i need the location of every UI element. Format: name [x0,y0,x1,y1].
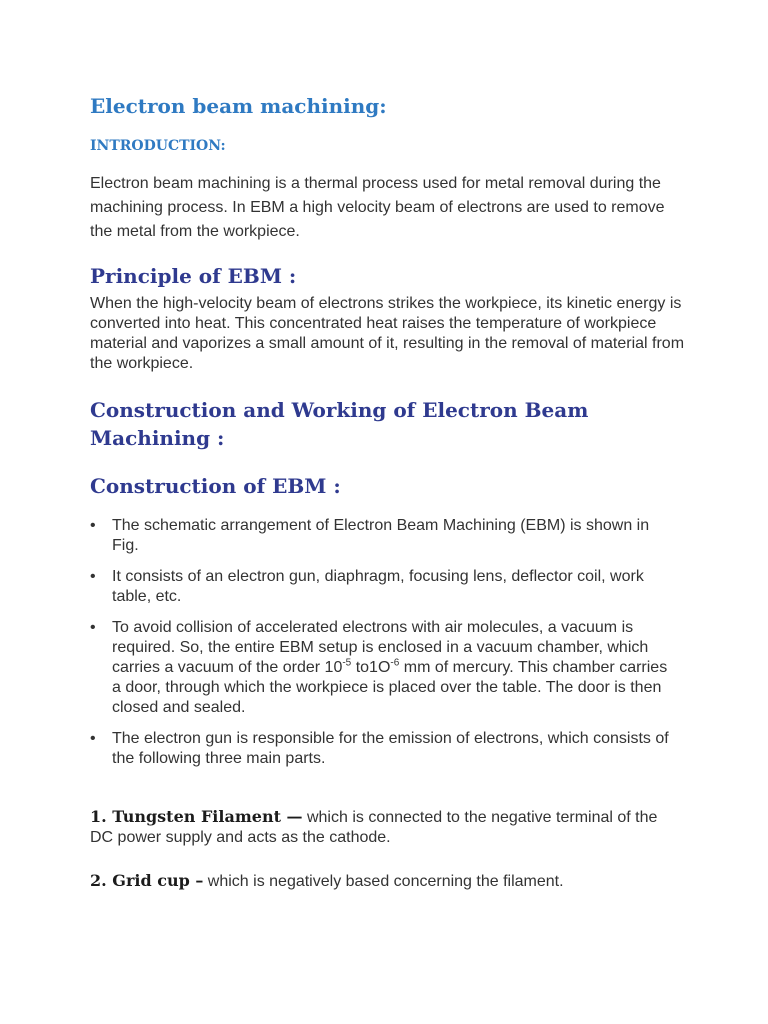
numbered-item-grid-cup [90,871,680,892]
principle-heading: Principle of EBM : [90,264,297,288]
document-title: Electron beam machining: [90,94,387,118]
construction-working-heading: Construction and Working of Electron Beam Machining : [90,398,589,450]
numbered-item-text: which is connected to the negative terminal of the DC power supply and acts as the cathode. [90,809,658,846]
bullet-icon: • [90,730,96,747]
introduction-label: INTRODUCTION: [90,138,226,154]
bullet-icon: • [90,619,96,636]
construction-bullet-list [90,516,680,780]
list-item [90,618,680,718]
list-item [90,729,680,769]
bullet-text: The electron gun is responsible for the emission of electrons, which consists of the following three main parts. [112,730,669,767]
bullet-text-part: To avoid collision of accelerated electrons with air molecules, a vacuum is required. So, the entire EBM setup is enclosed in a vacuum chamber, which carries a vacuum of the order 10 [112,619,649,676]
bullet-text [112,619,667,716]
construction-heading: Construction of EBM : [90,474,341,498]
numbered-item-tungsten-filament [90,807,680,848]
exponent: -5 [342,657,352,669]
bullet-icon: • [90,568,96,585]
numbered-item-label: 2. Grid cup – [90,871,204,890]
bullet-text-part: to1O [351,659,391,676]
numbered-item-text: which is negatively based concerning the filament. [203,873,564,890]
exponent: -6 [390,657,400,669]
principle-paragraph: When the high-velocity beam of electrons strikes the workpiece, its kinetic energy is converted into heat. This concentrated heat raises the temperature of workpiece material and vaporizes a small amount of it, resulting in the removal of material from the workpiece. [90,295,685,372]
list-item [90,567,680,607]
bullet-text: It consists of an electron gun, diaphragm, focusing lens, deflector coil, work table, etc. [112,568,644,605]
introduction-paragraph: Electron beam machining is a thermal process used for metal removal during the machining process. In EBM a high velocity beam of electrons are used to remove the metal from the workpiece. [90,175,665,240]
list-item [90,516,680,556]
bullet-text-part: mm of mercury. This chamber carries a door, through which the workpiece is placed over the table. The door is then closed and sealed. [112,659,668,716]
numbered-item-label: 1. Tungsten Filament — [90,807,303,826]
bullet-icon: • [90,517,96,534]
bullet-text: The schematic arrangement of Electron Beam Machining (EBM) is shown in Fig. [112,517,650,554]
